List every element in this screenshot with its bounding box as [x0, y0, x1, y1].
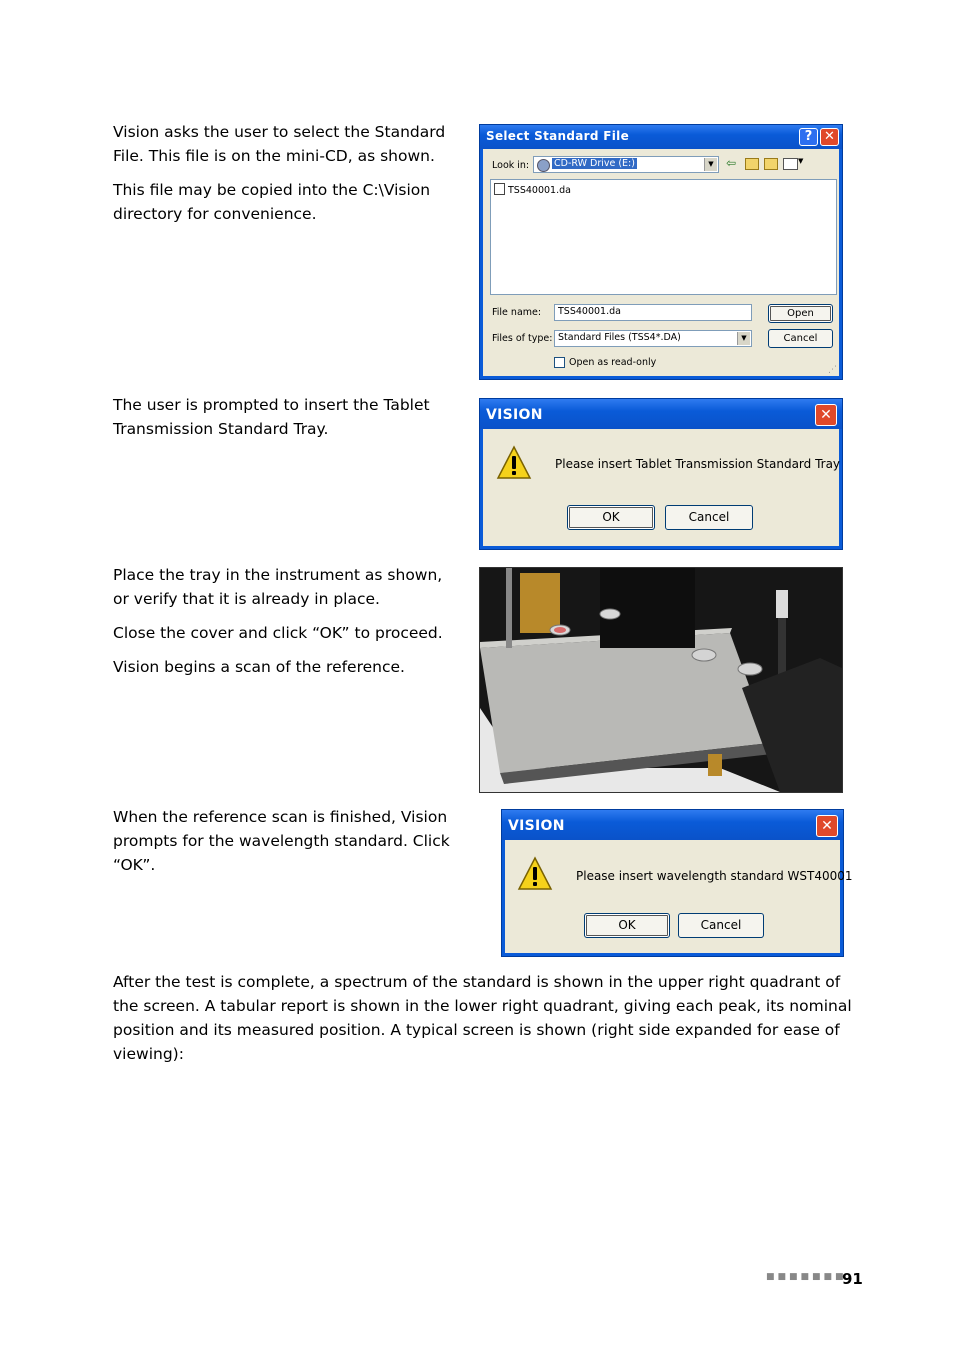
footer-dots: ■■■■■■■ [766, 1272, 847, 1282]
paragraph: Place the tray in the instrument as shown, or verify that it is already in place. [113, 566, 443, 608]
paragraph: This file may be copied into the C:\Vision directory for convenience. [113, 181, 431, 223]
file-list[interactable] [490, 179, 837, 295]
section4-text [113, 805, 488, 887]
ok-button[interactable]: OK [567, 505, 655, 530]
paragraph: After the test is complete, a spectrum of the standard is shown in the upper right quadrant of the screen. A tabular report is shown in the lower right quadrant, giving each peak, its nominal position and its measured position. A typical screen is shown (right side expanded for ease of viewing): [113, 973, 852, 1063]
message-text: Please insert Tablet Transmission Standard Tray [555, 457, 841, 471]
dialog-title: VISION [486, 407, 543, 423]
dialog-titlebar[interactable] [480, 399, 842, 429]
paragraph: Close the cover and click “OK” to proceed. [113, 624, 443, 642]
message-text: Please insert wavelength standard WST40001 [576, 869, 853, 883]
dialog-body [483, 429, 839, 546]
paragraph: Vision asks the user to select the Standard File. This file is on the mini-CD, as shown. [113, 123, 446, 165]
section1-text [113, 120, 465, 236]
warning-icon [517, 856, 553, 892]
vision-wavelength-dialog [501, 809, 853, 957]
chevron-down-icon[interactable]: ▼ [737, 332, 750, 345]
cancel-button[interactable]: Cancel [665, 505, 753, 530]
new-folder-icon[interactable] [764, 158, 778, 170]
dialog-titlebar[interactable] [502, 810, 843, 840]
resize-grip-icon[interactable]: ⋰ [828, 365, 837, 375]
dialog-title: VISION [508, 818, 565, 834]
select-standard-file-dialog [479, 124, 843, 380]
section2-text [113, 393, 443, 451]
section3-text [113, 563, 458, 689]
file-name: TSS40001.da [508, 185, 571, 196]
section5-text [113, 970, 853, 1076]
ok-button[interactable]: OK [584, 913, 670, 938]
look-in-label: Look in: [492, 160, 530, 171]
dialog-body [505, 840, 853, 953]
read-only-checkbox[interactable] [554, 357, 565, 368]
files-of-type-label: Files of type: [492, 333, 553, 344]
close-button[interactable]: ✕ [820, 128, 839, 146]
read-only-label: Open as read-only [569, 357, 657, 368]
dialog-titlebar[interactable] [480, 125, 842, 149]
look-in-value: CD-RW Drive (E:) [554, 158, 635, 169]
chevron-down-icon[interactable]: ▼ [798, 157, 804, 165]
files-of-type-dropdown[interactable] [554, 330, 752, 347]
tray-photo-illustration [480, 568, 842, 792]
view-menu-icon[interactable] [783, 158, 798, 170]
list-item[interactable] [494, 183, 571, 196]
instrument-tray-photo [479, 567, 843, 793]
vision-tray-dialog [479, 398, 843, 550]
back-icon[interactable]: ⇦ [726, 156, 737, 170]
help-button[interactable]: ? [799, 128, 818, 146]
cancel-button[interactable]: Cancel [678, 913, 764, 938]
cancel-button[interactable]: Cancel [768, 329, 833, 348]
dialog-body [483, 149, 839, 376]
close-button[interactable]: ✕ [815, 404, 837, 426]
close-button[interactable]: ✕ [816, 815, 838, 837]
file-icon [494, 183, 505, 195]
open-button[interactable]: Open [768, 304, 833, 323]
file-name-input[interactable]: TSS40001.da [554, 304, 752, 321]
paragraph: When the reference scan is finished, Vision prompts for the wavelength standard. Click “OK”. [113, 808, 450, 874]
chevron-down-icon[interactable]: ▼ [704, 158, 717, 171]
warning-icon [496, 445, 532, 481]
up-folder-icon[interactable] [745, 158, 759, 170]
dialog-title: Select Standard File [486, 129, 630, 143]
paragraph: Vision begins a scan of the reference. [113, 658, 405, 676]
paragraph: The user is prompted to insert the Tablet Transmission Standard Tray. [113, 396, 430, 438]
files-of-type-value: Standard Files (TSS4*.DA) [558, 332, 681, 343]
file-name-label: File name: [492, 307, 542, 318]
page-number: 91 [842, 1270, 863, 1288]
cd-drive-icon [537, 159, 550, 172]
look-in-dropdown[interactable] [533, 156, 719, 173]
